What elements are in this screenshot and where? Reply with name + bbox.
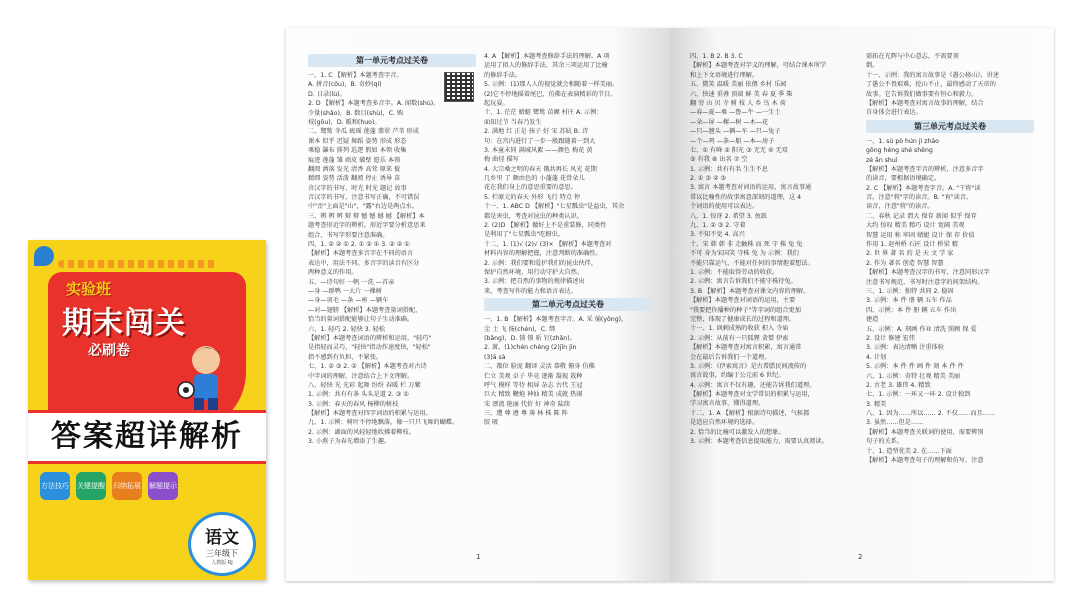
cover-banner-text: 答案超详解析: [51, 419, 243, 454]
answer-line: 八、1. 因为……所以…… 2. 不仅……而且……: [866, 410, 996, 418]
answer-line: 两种意义的作用。: [308, 269, 358, 277]
answer-line: 2. 设计 修建 宏伟: [866, 334, 915, 342]
answer-line: 3. 小燕子为春光增添了生趣。: [308, 438, 391, 446]
answer-line: 尘 土 飞 扬(chén)，C. 绑: [484, 325, 556, 333]
answer-line: 【解析】本题考查多音字在不同的语言: [308, 250, 414, 258]
cover-tags: [40, 472, 190, 500]
cover-tag: 方法技巧: [40, 472, 70, 500]
answer-line: 【解析】本题考查对词语的运用，主要: [690, 297, 796, 305]
answer-line: 2. (2)D 【解析】做好上不是重装修，同类性: [484, 222, 607, 230]
answer-line: 【解析】本题考查汉字的书写，注意同形汉字: [866, 269, 990, 277]
answer-line: 的读音，要根据语境确定。: [866, 175, 941, 183]
answer-line: 大约 惊叹 精美 精巧 设计 宽阔 美观: [866, 222, 965, 230]
answer-line: 句：在宫内进行了一步一般跟随着一到大: [484, 137, 596, 145]
answer-line: 和上下文语境进行理解。: [690, 71, 759, 79]
cover-top-bar: [58, 260, 218, 268]
cover-edition: 人教版 RJ: [211, 560, 233, 566]
answer-line: 一、1. B 【解析】本题考查字音。A. 采 俑(yǒng)，: [484, 316, 628, 324]
answer-line: 2. 示例：我们要和爱护我们的昆虫伙伴，: [484, 259, 598, 267]
answer-line: 十一、1. ABC D 【解析】"七星瓢虫"是益虫，其余: [484, 203, 625, 211]
answer-line: 来，考查写作的能力和语言表达。: [484, 287, 577, 295]
cover-subject: 语文: [205, 528, 239, 548]
answer-line: 三、遭 尊 遵 尊 薄 林 株 陈 阵: [484, 410, 568, 418]
answer-line: 寓言故事，约编于公元前 6 世纪。: [690, 372, 785, 380]
answer-line: 【解析】本题考查对寓言积累，寓言通常: [690, 344, 802, 352]
answer-line: 恰当的量词搭配能够让句子生动准确。: [308, 316, 414, 324]
answer-line: 七、① 有峰 ② 阳光 ③ 无无 ④ 无双: [690, 146, 788, 154]
left-page: [286, 28, 670, 581]
right-page-column-1: [690, 52, 858, 446]
answer-line: 十一、示例：我的寓言故事是《愚公移山》，讲述: [866, 71, 1000, 79]
left-page-column-2: [484, 52, 652, 428]
answer-line: 十、1. 造型优美 2. 在……下面: [866, 447, 952, 455]
answer-line: 常以比喻性的故事寓意深刻的道理，这 4: [690, 193, 802, 201]
answer-line: 需拓在光辉与中心意志，不需要顶: [866, 53, 959, 60]
answer-lines: [866, 52, 1034, 465]
answer-line: 故事。它告诉我们做事要有恒心和毅力。: [866, 90, 978, 98]
answer-line: (3)ā sà: [484, 353, 506, 361]
answer-line: 学习寓言故事，懂得道理。: [690, 400, 765, 408]
answer-line: 六、1. 轻巧 2. 轻快 3. 轻松: [308, 325, 386, 333]
answer-line: 3. 寓言 本题考查对词语的运用，寓言故事通: [690, 184, 812, 192]
cover-tag: 解题提示: [148, 472, 178, 500]
cover-series-name: 实验班: [66, 280, 112, 298]
answer-line: 【解析】本题考查对寓言故事的理解，结合: [866, 99, 984, 107]
answer-line: 3. 虽然……但是……: [866, 419, 924, 427]
answer-line: 不能只靠运气，不能对任何的事情抱着想法。: [690, 259, 814, 267]
answer-line: 完整，体现了健康成长的过程和道理。: [690, 315, 796, 323]
open-answer-book: [286, 28, 1054, 581]
answer-line: gǒng héng shé shēng: [866, 147, 933, 155]
answer-line: 3. 不知不觉 4. 高兴: [690, 231, 745, 239]
answer-line: 2. 萧。(1)chén chéng (2)jīn jìn: [484, 344, 577, 352]
answer-lines: [690, 52, 858, 446]
answer-line: 材料内容的理解把握，注意判断的准确性。: [484, 250, 602, 258]
answer-line: 组合，书写字形要注意准确。: [308, 231, 389, 239]
page-number: 2: [858, 553, 863, 561]
answer-line: 精细 姿势 活泼 翻阅 停止 诱导 苗: [308, 175, 401, 183]
cover-title: 期末闯关: [62, 306, 186, 341]
qr-code-icon: [444, 72, 474, 102]
answer-line: 保护自然环境，用行动守护大自然。: [484, 268, 583, 276]
answer-line: 是适应自然环境的选择。: [690, 419, 759, 427]
answer-line: 四、示例：本 件 册 辆 五车 作出: [866, 306, 957, 314]
answer-line: 二、春秋 记录 谓大 保存 新闻 似乎 保存: [866, 212, 977, 220]
answer-line: —春—夏—乘 —鲁—牛 —一生土: [690, 109, 781, 117]
answer-line: —只—翘头 —辆—车 —只—兔子: [690, 128, 781, 136]
answer-line: 2. 示例：寓言告诉我们不能守株待兔。: [690, 278, 797, 286]
answer-line: 一、1. sù pò hún jì zhāo: [866, 137, 939, 145]
answer-line: 少量(shǎo)，B. 数目(shù)，C. 购: [308, 109, 404, 117]
answer-line: 一、1. C 【解析】本题考查字音。: [308, 72, 403, 79]
answer-line: 【解析】本题考查对四字词语的积累与运用。: [308, 410, 432, 418]
answer-line: 十、宋 韩 韩 非 走触株 而 死 守 株 兔 兔: [690, 240, 803, 248]
answer-line: 2. 古老 3. 雄伟 4. 精致: [866, 381, 931, 389]
answer-lines: [308, 71, 476, 447]
answer-line: 表达中，用法不同。多音字的读音有区分: [308, 259, 420, 267]
answer-line: 七、1. ② ③ 2. ② 【解析】本题考查对古诗: [308, 363, 427, 371]
answer-line: 3. 示例：春天的春风 杨柳的树枝: [308, 400, 399, 408]
answer-line: 4. 示例：寓言不仅有趣，还能告诉我们道理。: [690, 381, 816, 389]
answer-line: 3. 示例：表达清晰 注重体验: [866, 344, 944, 352]
answer-line: 1. 示例：共有有名 生生不息: [690, 165, 768, 173]
answer-line: 建造: [866, 316, 879, 324]
answer-line: 3. 示例：本题考查信息提取能力，需要认真阅读。: [690, 438, 828, 446]
answer-line: 三、1. 示例：独特 共同 2. 稳固: [866, 287, 954, 295]
answer-line: 4. 大宗桑之明的春天 俄共再长 风光 花期: [484, 165, 597, 173]
answer-line: 是利用了"七星瓢虫"吃蚜虫。: [484, 231, 564, 239]
answer-line: 乘稳 瀑布 排列 巡逻 假如 本领 收集: [308, 147, 407, 155]
cover-subtitle: 必刷卷: [88, 343, 130, 359]
answer-line: 花在我们身上的意思重要的意思。: [484, 184, 577, 192]
answer-line: 几乡里 了 颇由色的 小蓬蓬 花骨朵儿: [484, 175, 585, 183]
cover-grade: 三年级下: [206, 549, 238, 558]
answer-line: 音，注意"将"字的读音。B. "宵"读音。: [866, 194, 973, 202]
answer-line: 三、辨 辨 辨 辩 辩 憾 憾 撼 撼 【解析】本: [308, 212, 425, 220]
left-page-column-1: [308, 52, 476, 447]
answer-line: 2. 世 界 著 名 的 是 天 文 学 家: [866, 250, 954, 258]
answer-line: 七、1. 示例：一环又一环 2. 设计独到: [866, 391, 971, 399]
answer-line: 【解析】本题考查句子的理解和仿写，注意: [866, 457, 984, 465]
answer-line: 十二、1. A 【解析】根据诗句描述，气候都: [690, 409, 810, 417]
answer-line: 5. 示例：本 件 件 画 件 刻 本 件 件: [866, 363, 964, 371]
cover-banner: [28, 410, 266, 464]
answer-line: 1. 示例：共有有条 头头是道 2. ③ ①: [308, 391, 409, 399]
answer-line: 六、快速 重叠 顶端 鲜 美 春 夏 季 柴: [690, 90, 793, 98]
answer-line: 2. 示例：湖面的风轻轻地吹拂着柳枝。: [308, 428, 415, 436]
answer-line: 巨大 精致 鞭炮 神仙 精美 成就 热闹: [484, 391, 583, 399]
answer-line: 2. ① ③ ② ③: [690, 175, 726, 183]
answer-line: 作用 1. 赵州桥 石匠 设计 桥梁 精: [866, 241, 958, 249]
answer-line: 四、1. ② ② ① 2. ① ② ① 3. ② ② ①: [308, 241, 410, 249]
cartoon-boy-icon: [176, 340, 232, 420]
answer-line: 不可 身为宋国笑 守株 兔 为 示例：我们: [690, 250, 799, 258]
page-number: 1: [476, 553, 481, 561]
answer-line: 2. D 【解析】本题考查多音字。A. 闻数(shù)。: [308, 100, 440, 108]
cover-subject-badge: [188, 512, 256, 576]
answer-line: D. 日录(lù)。: [308, 90, 346, 98]
answer-line: 个词语的使用可以表达。: [690, 203, 759, 211]
answer-lines: [484, 52, 652, 428]
answer-line: 的修辞手法。: [484, 71, 522, 79]
answer-line: (bǎng)，D. 锁 锁 斩 钉(zhǎn)。: [484, 334, 576, 342]
answer-line: 翻 穷 山 贝 寺 树 枝 人 乡 鸟 木 荷: [690, 99, 786, 107]
answer-line: 二、鹭鸶 冬瓜 琉瑶 莲蓬 翡翠 芦苇 形成: [308, 128, 419, 136]
answer-line: 九、1. ② ③ 2. 守着: [690, 222, 746, 230]
answer-line: 枝(gōu)，D. 暖和(huo)。: [308, 118, 381, 126]
answer-line: 【解析】本题考查字音的辨析，注意多音字: [866, 165, 984, 173]
answer-line: 【解析】本题考查词语的辨析和运用。"轻巧": [308, 334, 432, 342]
answer-line: 智慧 运用 称 牢固 蜻蜓 设计 保 存 价值: [866, 231, 975, 239]
answer-line: 十、1. 茫茫 蜻蜓 鹭鸶 苗圃 村庄 A. 示例：: [484, 109, 603, 117]
answer-line: 倒。: [866, 62, 879, 70]
answer-line: 1. 示例：不能取得劳动的收获。: [690, 268, 779, 276]
section-title: 第一单元考点过关卷: [308, 54, 476, 67]
section-title: 第二单元考点过关卷: [484, 298, 652, 311]
answer-line: 十二、1. (1)√ (2)√ (3)× 【解析】本题考查对: [484, 240, 612, 248]
answer-line: 【解析】本题考查对字义的理解，可结合课本所学: [690, 62, 827, 70]
answer-line: 2. C 【解析】本题考查字音。A. "干将"读: [866, 184, 981, 192]
answer-line: 九、1. 示例：树叶不停地飘落，像一只只飞舞的蝴蝶。: [308, 419, 459, 427]
answer-line: zé ān shuì: [866, 156, 898, 164]
answer-line: 五、微笑 温暖 美丽 依偎 乡村 乐园: [690, 81, 787, 89]
answer-line: 句子的关系。: [866, 438, 904, 446]
publisher-logo-icon: [34, 246, 54, 266]
answer-line: —朵—屏 —棵—树 —木—花: [690, 118, 769, 126]
answer-line: 翻阅 洒落 发光 清香 高耸 原来 彼: [308, 165, 401, 173]
answer-line: 5. 栏原元的春天 外形 飞行 特点 停: [484, 193, 581, 201]
answer-line: 3. 精美: [866, 400, 887, 408]
answer-line: 3. B 【解析】本题考查对课文内容的理解。: [690, 287, 810, 295]
right-page: [670, 28, 1054, 581]
answer-line: 课本 似乎 迟疑 舞蹈 姿势 形成 形态: [308, 137, 407, 145]
answer-line: 五、—诗句好 一帆 一洗 —首亲: [308, 278, 395, 286]
answer-line: 2. 示例：从前有一只狐狸 贪婪 伊索: [690, 334, 789, 342]
section-title: 第三单元考点过关卷: [866, 120, 1034, 133]
answer-line: 八、1. 惊讶 2. 希望 3. 鱼跃: [690, 212, 768, 220]
answer-line: 痕迹 莲蓬 雏 顽皮 破壁 愿乐 本领: [308, 156, 401, 164]
answer-line: —身 —群鸭 一大片 一棵树: [308, 287, 382, 295]
answer-line: 4. 计划: [866, 353, 887, 361]
answer-line: 伫立 美观 卓子 毕竟 逐渐 凝视 栽种: [484, 372, 583, 380]
answer-line: 运用了拟人的修辞手法，其余三项运用了比喻: [484, 62, 608, 70]
answer-line: 5. 示例：(1)那人人的视觉就会相随着一样美丽。: [484, 81, 619, 89]
answer-line: 4. A 【解析】本题考查修辞手法的理解。A 项: [484, 53, 610, 60]
answer-line: 呼气 模样 等待 相屏 杂志 古代 王冠: [484, 381, 583, 389]
answer-line: "我要把你播种的种子"等字词的组合更加: [690, 306, 801, 314]
answer-line: 中字词的理解，注意结合上下文理解。: [308, 372, 414, 380]
answer-line: 梅 曲径 描写: [484, 156, 519, 164]
answer-line: 了愚公不畏艰难，挖山不止，最终感动了天帝的: [866, 81, 996, 89]
answer-line: —对—翅膀 【解析】本题考查量词搭配，: [308, 306, 422, 314]
answer-line: 是指轻而灵巧，"轻快"指动作速度快，"轻松": [308, 344, 431, 352]
answer-line: 【解析】本题考查对文学常识的积累与运用，: [690, 391, 814, 399]
answer-line: 3. 本童未同 满城风絮 ——颜色 梅花 黄: [484, 146, 593, 154]
answer-line: 自身体会进行表达。: [866, 109, 922, 117]
answer-line: 2. 满地 红 正是 孩子 好 宋 苏轼 B. 诗: [484, 128, 589, 136]
answer-line: 注意书写规范，书写时注意字的间架结构。: [866, 278, 984, 286]
answer-line: 四、1. B 2. B 3. C: [690, 53, 743, 60]
answer-line: 2. 作为 著名 创造 智慧 智慧: [866, 259, 944, 267]
answer-line: 3. 示例：本 件 册 辆 五车 作品: [866, 297, 952, 305]
answer-line: 二、都位 脸庞 翻译 灵活 恭敬 俯身 仿佛: [484, 363, 595, 371]
answer-line: 读音，注意"将"的读音。: [866, 203, 934, 211]
answer-line: 宋 漂流 艳丽 代价 好 神奇 陆续: [484, 400, 571, 408]
answer-line: (2)它不停地摇着尾巴，仿佛在表演精彩的节目。: [484, 90, 617, 98]
answer-line: 会在最后告诉我们一个道理。: [690, 353, 771, 361]
answer-line: —个—鸡 —条—船 —本—房子: [690, 137, 775, 145]
answer-line: 3. 示例：把自然的事物的规律描述出: [484, 278, 585, 286]
answer-line: 面知过节 当春乃发生: [484, 118, 542, 126]
answer-line: 都是害虫，考查对昆虫的种类认识。: [484, 212, 583, 220]
book-cover: [28, 240, 266, 580]
answer-line: 八、轻快 光 光彩 起舞 纷纷 春暖 栏 万紫: [308, 381, 421, 389]
answer-line: A. 拼音(cōu)，B. 奇妙(qí): [308, 81, 382, 89]
answer-line: 3. 示例：《伊索寓言》是古希腊民间流传的: [690, 362, 807, 370]
answer-line: 题考查形近字的辨析。形近字要分析意思来: [308, 222, 426, 230]
answer-line: 指不感到有负担，不紧张。: [308, 353, 383, 361]
answer-line: 【解析】本题考查关联词的使用，需要辨别: [866, 428, 984, 436]
cover-tag: 归纳拓展: [112, 472, 142, 500]
answer-line: 音汉字的书写，注意书写正确，不可错误: [308, 194, 420, 202]
cover-tag: 关键提醒: [76, 472, 106, 500]
answer-line: 十一、1. 讽刺成熟的收获 积入 寺庙: [690, 325, 789, 333]
answer-line: 五、示例：A. 刻画 作业 清洗 照顾 保 爱: [866, 325, 977, 333]
answer-line: 2. 恰当的比喻可以激发人的想象。: [690, 428, 785, 436]
answer-line: 中"歪"上面是"山"，"露"右边是两点水。: [308, 203, 418, 211]
answer-line: ⑤ 有我 ⑥ 出名 ⑦ 空: [690, 156, 748, 164]
answer-line: —身—羽毛 —条 —座 —辆车: [308, 297, 389, 305]
answer-line: 起玩耍。: [484, 99, 509, 107]
answer-line: 胶 吸: [484, 419, 499, 427]
answer-line: 含汉字的书写，时光 时光 题记 故事: [308, 184, 407, 192]
answer-line: 六、1. 示例：奇特 壮观 精美 美丽: [866, 372, 961, 380]
right-page-column-2: [866, 52, 1034, 465]
